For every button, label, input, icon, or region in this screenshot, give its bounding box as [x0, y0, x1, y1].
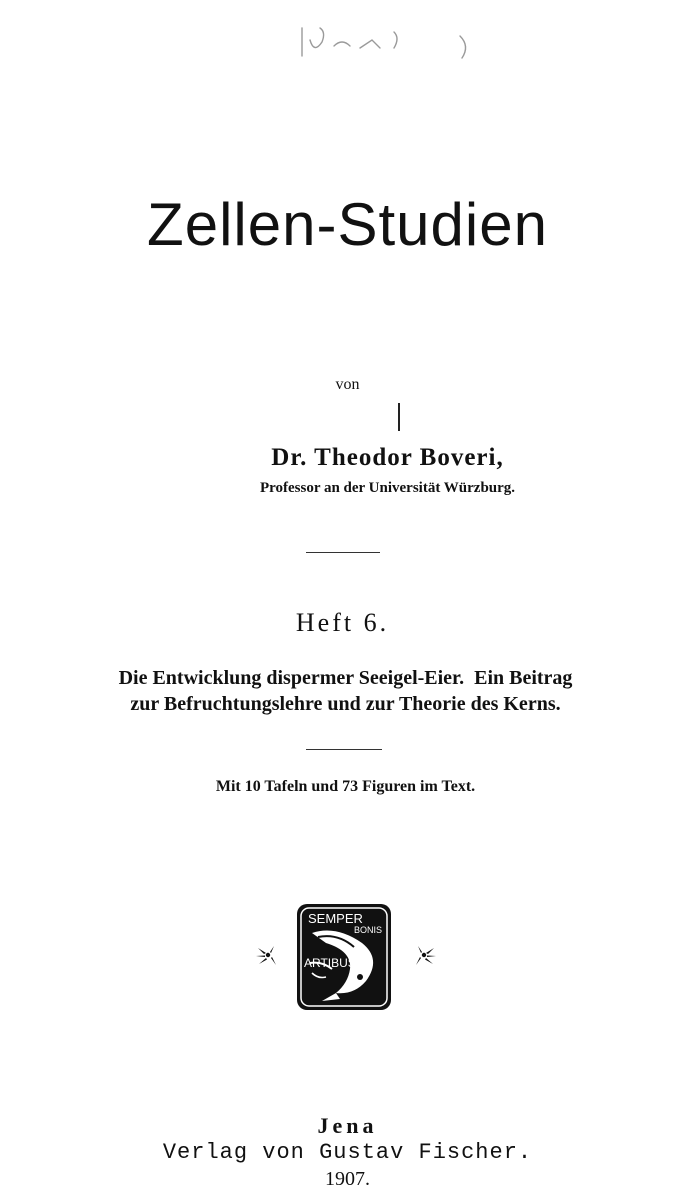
imprint-publisher: Verlag von Gustav Fischer.	[162, 1140, 533, 1165]
publisher-emblem	[296, 903, 392, 1011]
svg-text:ARTIBUS: ARTIBUS	[304, 956, 356, 970]
imprint-place: Jena	[317, 1113, 378, 1138]
ornament-left-icon	[254, 940, 284, 970]
divider-rule-top	[306, 552, 380, 553]
ornament-right-icon	[408, 940, 438, 970]
divider-rule-bottom	[306, 749, 382, 750]
subtitle-line-2: zur Befruchtungslehre und zur Theorie des Kerns.	[130, 693, 561, 715]
issue-number: Heft 6.	[295, 608, 390, 637]
subtitle-line-1: Die Entwicklung dispermer Seeigel-Eier. Ein Beitrag	[118, 667, 573, 689]
book-subtitle	[0, 665, 693, 717]
book-title: Zellen-Studien	[147, 191, 548, 258]
imprint-year: 1907.	[325, 1168, 370, 1190]
plates-note: Mit 10 Tafeln und 73 Figuren im Text.	[215, 778, 476, 795]
pencil-annotation-icon	[290, 18, 490, 78]
author-affiliation: Professor an der Universität Würzburg.	[259, 480, 516, 496]
svg-text:BONIS: BONIS	[354, 925, 383, 935]
author-name: Dr. Theodor Boveri,	[271, 444, 504, 471]
svg-text:SEMPER: SEMPER	[308, 911, 363, 926]
by-line: von	[335, 376, 360, 393]
divider-mark	[398, 403, 400, 431]
